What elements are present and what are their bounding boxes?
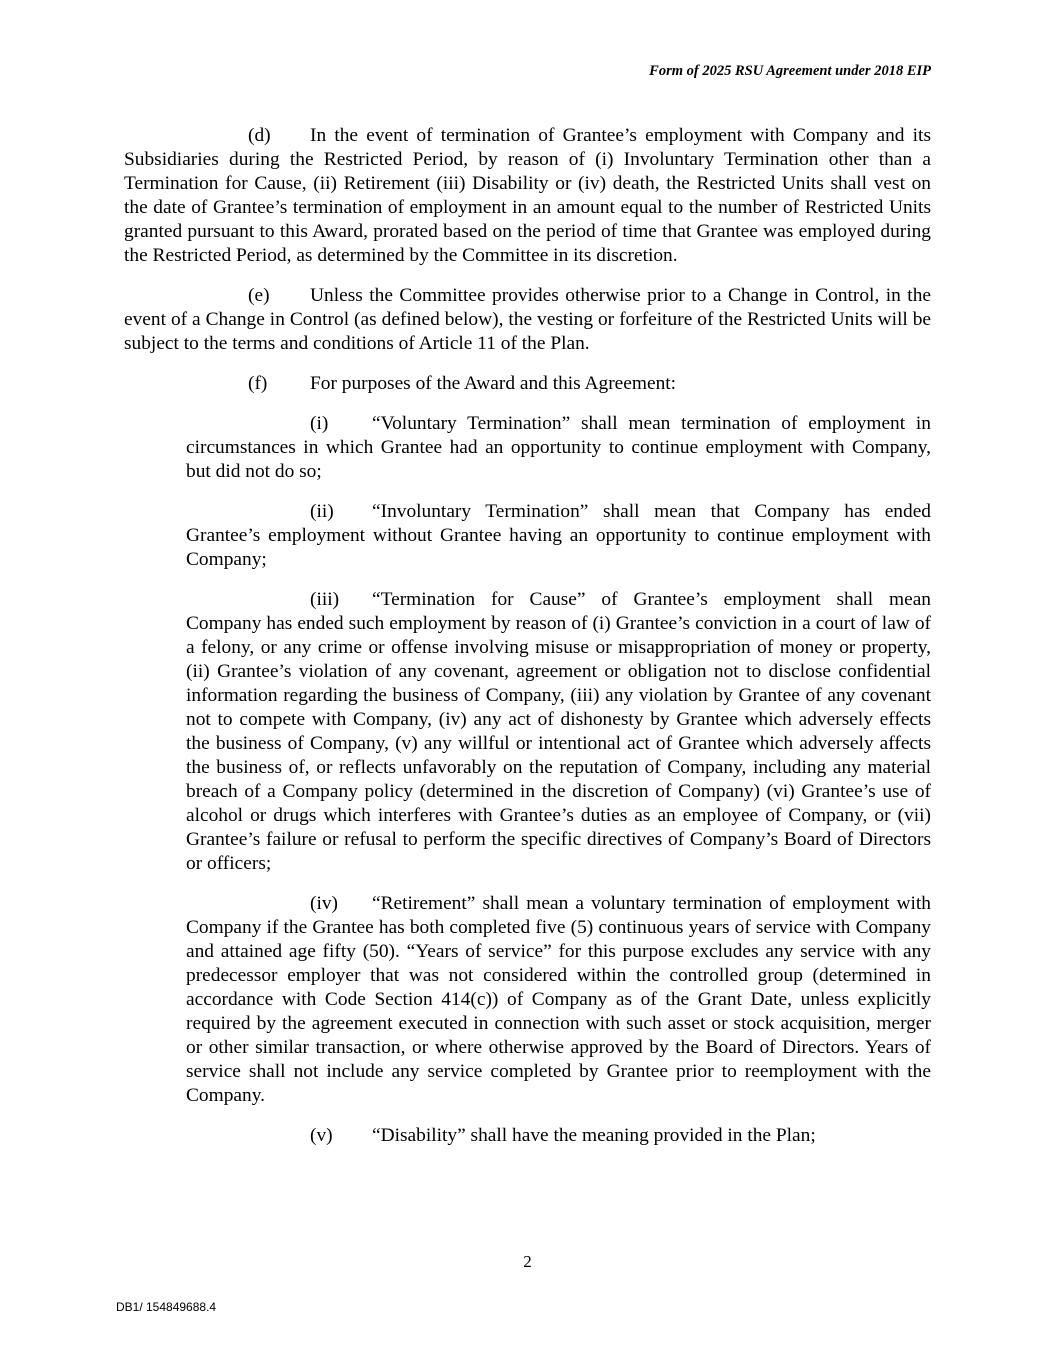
paragraph-label: (iv) bbox=[310, 893, 338, 914]
document-id: DB1/ 154849688.4 bbox=[116, 1300, 217, 1314]
paragraph-text: “Voluntary Termination” shall mean termination of employment in circumstances in which Grantee had an opportunity to continue employment with Company, but did not do so; bbox=[186, 413, 931, 482]
paragraph-label: (iii) bbox=[310, 589, 340, 610]
paragraph-label: (i) bbox=[310, 413, 329, 434]
definition-retirement bbox=[186, 892, 931, 1108]
paragraph-text: In the event of termination of Grantee’s employment with Company and its Subsidiaries during the Restricted Period, by reason of (i) Involuntary Termination other than a Termination for Cause, (ii) Retirement (iii) Disability or (iv) death, the Restricted Units shall vest on the date of Grantee’s termination of employment in an amount equal to the number of Restricted Units granted pursuant to this Award, prorated based on the period of time that Grantee was employed during the Restricted Period, as determined by the Committee in its discretion. bbox=[124, 125, 931, 266]
definition-termination-for-cause bbox=[186, 588, 931, 876]
definition-disability bbox=[186, 1124, 931, 1148]
paragraph-label: (d) bbox=[248, 125, 271, 146]
paragraph-label: (f) bbox=[248, 373, 268, 394]
definition-involuntary-termination bbox=[186, 500, 931, 572]
paragraph-label: (e) bbox=[248, 285, 270, 306]
paragraph-d bbox=[124, 124, 931, 268]
paragraph-text: “Disability” shall have the meaning provided in the Plan; bbox=[372, 1125, 816, 1146]
paragraph-text: Unless the Committee provides otherwise prior to a Change in Control, in the event of a Change in Control (as defined below), the vesting or forfeiture of the Restricted Units will be subject to the terms and conditions of Article 11 of the Plan. bbox=[124, 285, 931, 354]
paragraph-text: “Retirement” shall mean a voluntary termination of employment with Company if the Grantee has both completed five (5) continuous years of service with Company and attained age fifty (50). “Years of service” for this purpose excludes any service with any predecessor employer that was not considered within the controlled group (determined in accordance with Code Section 414(c)) of Company as of the Grant Date, unless explicitly required by the agreement executed in connection with such asset or stock acquisition, merger or other similar transaction, or where otherwise approved by the Board of Directors. Years of service shall not include any service completed by Grantee prior to reemployment with the Company. bbox=[186, 893, 931, 1106]
page-number: 2 bbox=[523, 1252, 532, 1271]
document-body bbox=[124, 124, 931, 1164]
paragraph-text: “Involuntary Termination” shall mean that Company has ended Grantee’s employment without Grantee having an opportunity to continue employment with Company; bbox=[186, 501, 931, 570]
paragraph-text: “Termination for Cause” of Grantee’s employment shall mean Company has ended such employment by reason of (i) Grantee’s conviction in a court of law of a felony, or any crime or offense involving misuse or misappropriation of money or property, (ii) Grantee’s violation of any covenant, agreement or obligation not to disclose confidential information regarding the business of Company, (iii) any violation by Grantee of any covenant not to compete with Company, (iv) any act of dishonesty by Grantee which adversely effects the business of Company, (v) any willful or intentional act of Grantee which adversely affects the business of, or reflects unfavorably on the reputation of Company, including any material breach of a Company policy (determined in the discretion of Company) (vi) Grantee’s use of alcohol or drugs which interferes with Grantee’s duties as an employee of Company, or (vii) Grantee’s failure or refusal to perform the specific directives of Company’s Board of Directors or officers; bbox=[186, 589, 931, 874]
paragraph-e bbox=[124, 284, 931, 356]
document-header: Form of 2025 RSU Agreement under 2018 EIP bbox=[649, 63, 931, 79]
paragraph-text: For purposes of the Award and this Agreement: bbox=[310, 373, 677, 394]
definition-voluntary-termination bbox=[186, 412, 931, 484]
paragraph-label: (v) bbox=[310, 1125, 333, 1146]
paragraph-f bbox=[124, 372, 931, 396]
paragraph-label: (ii) bbox=[310, 501, 334, 522]
